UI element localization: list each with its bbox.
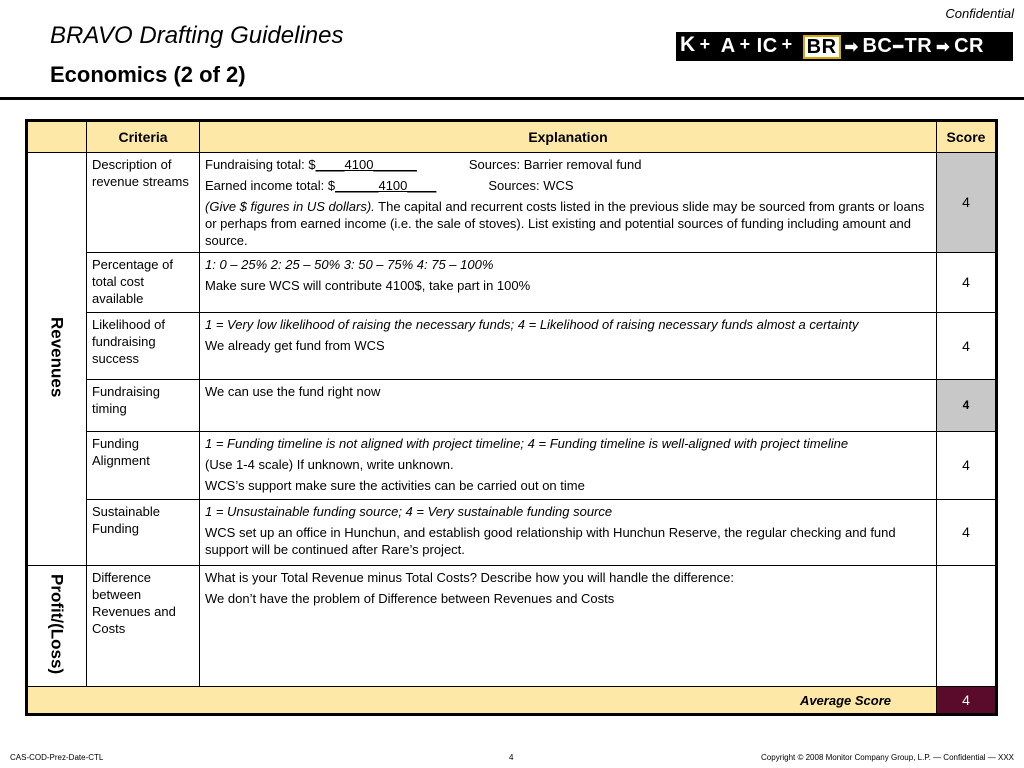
logo-bc: BC bbox=[862, 35, 893, 57]
explanation-cell bbox=[200, 253, 937, 313]
fundraising-prefix: Fundraising total: $ bbox=[205, 157, 316, 172]
criteria-cell: Description of revenue streams bbox=[87, 153, 200, 253]
criteria-header: Criteria bbox=[87, 121, 200, 153]
table-row bbox=[27, 566, 997, 687]
group-profit-loss-label: Profit/(Loss) bbox=[47, 573, 67, 675]
fundraising-value: ____4100______ bbox=[315, 157, 417, 172]
table-row bbox=[27, 253, 997, 313]
explanation-cell bbox=[200, 432, 937, 500]
logo-plus: + bbox=[781, 34, 793, 54]
footer-copyright: Copyright © 2008 Monitor Company Group, L.P. — Confidential — XXX bbox=[761, 753, 1014, 762]
table-row bbox=[27, 500, 997, 566]
footer-doc-code: CAS-COD-Prez-Date-CTL bbox=[10, 753, 104, 762]
fundraising-sources: Sources: Barrier removal fund bbox=[468, 157, 642, 172]
arrow-right-icon: ➡ bbox=[844, 38, 859, 56]
logo-k: K bbox=[680, 32, 696, 56]
scale-line: 1 = Funding timeline is not aligned with project timeline; 4 = Funding timeline is well-aligned with project timeline bbox=[205, 436, 849, 451]
score-cell: 4 bbox=[937, 432, 997, 500]
earned-line bbox=[205, 177, 931, 194]
page-title: BRAVO Drafting Guidelines bbox=[50, 22, 344, 49]
answer-line: WCS set up an office in Hunchun, and establish good relationship with Hunchun Reserve, the regular checking and fund support will be continued after Rare’s project. bbox=[205, 525, 896, 557]
logo-tr: TR bbox=[904, 35, 933, 57]
earned-sources: Sources: WCS bbox=[488, 178, 574, 193]
group-revenues bbox=[27, 153, 87, 566]
note-italic: (Give $ figures in US dollars). bbox=[205, 199, 375, 214]
group-revenues-label: Revenues bbox=[47, 316, 67, 398]
logo-plus: + bbox=[699, 34, 711, 54]
explanation-cell bbox=[200, 153, 937, 253]
criteria-cell: Percentage of total cost available bbox=[87, 253, 200, 313]
question-line: What is your Total Revenue minus Total Costs? Describe how you will handle the difference: bbox=[205, 570, 734, 585]
logo-a: A bbox=[720, 35, 736, 57]
explanation-header: Explanation bbox=[200, 121, 937, 153]
table-row bbox=[27, 380, 997, 432]
dash-icon: ━ bbox=[893, 38, 904, 56]
group-profit-loss bbox=[27, 566, 87, 687]
criteria-cell: Fundraising timing bbox=[87, 380, 200, 432]
score-cell: 4 bbox=[937, 153, 997, 253]
answer-line: We can use the fund right now bbox=[205, 384, 381, 399]
average-score-label: Average Score bbox=[27, 687, 937, 715]
footer-page-number: 4 bbox=[509, 753, 514, 762]
logo-br-highlight: BR bbox=[803, 35, 841, 59]
average-row bbox=[27, 687, 997, 715]
table-header-row bbox=[27, 121, 997, 153]
explanation-cell bbox=[200, 380, 937, 432]
explanation-cell bbox=[200, 500, 937, 566]
score-cell: 4 bbox=[937, 500, 997, 566]
answer-line: Make sure WCS will contribute 4100$, take part in 100% bbox=[205, 278, 531, 293]
answer-line: We already get fund from WCS bbox=[205, 338, 385, 353]
scale-line: 1 = Unsustainable funding source; 4 = Very sustainable funding source bbox=[205, 504, 613, 519]
table-row bbox=[27, 432, 997, 500]
dollar-note bbox=[205, 198, 931, 249]
score-cell bbox=[937, 566, 997, 687]
scale-line: 1 = Very low likelihood of raising the necessary funds; 4 = Likelihood of raising necessary funds almost a certainty bbox=[205, 317, 859, 332]
logo-cr: CR bbox=[954, 35, 984, 57]
average-score-value: 4 bbox=[937, 687, 997, 715]
explanation-cell bbox=[200, 566, 937, 687]
note-text: The capital and recurrent costs listed in the previous slide may be sourced from grants or loans or perhaps from earned income (i.e. the sale of stoves). List existing and potential sources of funding including amount and source. bbox=[205, 199, 925, 248]
criteria-cell: Likelihood of fundraising success bbox=[87, 313, 200, 380]
score-cell: 4 bbox=[937, 253, 997, 313]
logo-plus: + bbox=[739, 34, 751, 54]
score-header: Score bbox=[937, 121, 997, 153]
confidential-label: Confidential bbox=[945, 6, 1014, 21]
header-corner bbox=[27, 121, 87, 153]
header-divider bbox=[0, 97, 1024, 100]
explanation-cell bbox=[200, 313, 937, 380]
earned-value: ______4100____ bbox=[335, 178, 437, 193]
criteria-cell: Funding Alignment bbox=[87, 432, 200, 500]
criteria-cell: Sustainable Funding bbox=[87, 500, 200, 566]
economics-table bbox=[25, 119, 998, 716]
process-logo bbox=[676, 32, 1013, 61]
score-cell: 4 bbox=[937, 313, 997, 380]
table-row bbox=[27, 313, 997, 380]
arrow-right-icon: ➡ bbox=[936, 38, 951, 56]
table-row bbox=[27, 153, 997, 253]
logo-ic: IC bbox=[756, 35, 778, 57]
answer-line: We don’t have the problem of Difference between Revenues and Costs bbox=[205, 591, 615, 606]
answer-line: WCS’s support make sure the activities can be carried out on time bbox=[205, 478, 585, 493]
page-subtitle: Economics (2 of 2) bbox=[50, 62, 246, 87]
earned-prefix: Earned income total: $ bbox=[205, 178, 336, 193]
score-cell: 4 bbox=[937, 380, 997, 432]
scale-line: 1: 0 – 25% 2: 25 – 50% 3: 50 – 75% 4: 75 – 100% bbox=[205, 257, 494, 272]
fundraising-line bbox=[205, 156, 931, 173]
instruction-line: (Use 1-4 scale) If unknown, write unknown. bbox=[205, 457, 454, 472]
criteria-cell: Difference between Revenues and Costs bbox=[87, 566, 200, 687]
